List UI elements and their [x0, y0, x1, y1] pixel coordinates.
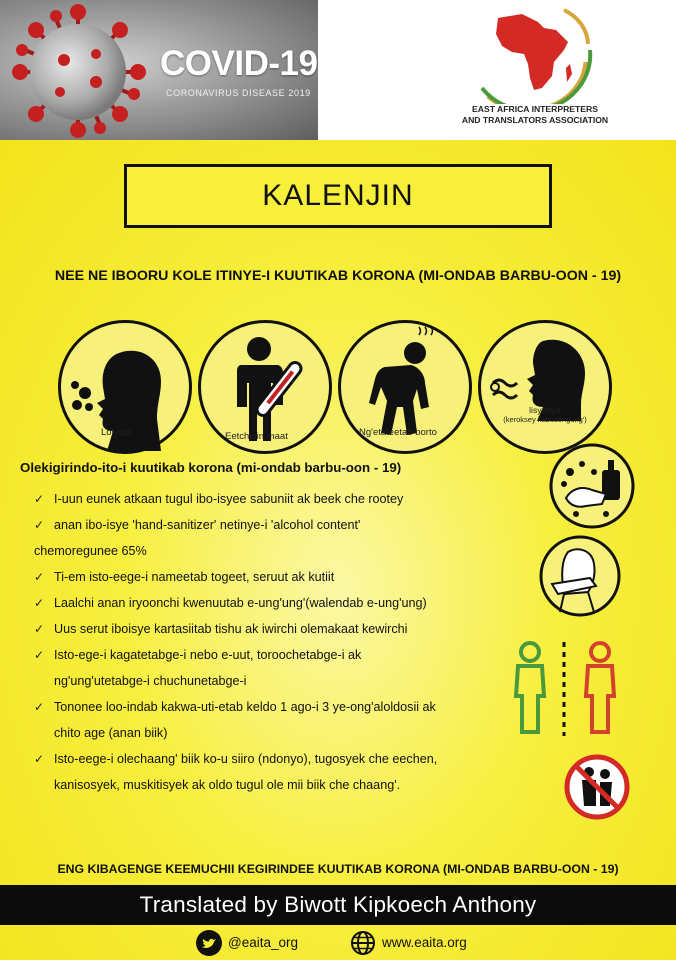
bottom-heading: ENG KIBAGENGE KEEMUCHII KEGIRINDEE KUUTIKAB KORONA (MI-ONDAB BARBU-OON - 19): [57, 862, 619, 876]
symptom-fever: [198, 320, 332, 454]
org-name-line1: EAST AFRICA INTERPRETERS: [472, 104, 598, 114]
language-title: KALENJIN: [262, 179, 414, 212]
symptom-breathing: [478, 320, 612, 454]
symptom-label-cough: Lolyoot: [101, 427, 132, 438]
symptom-label-breathing-line2: (keroksey kabusengung'): [503, 415, 587, 424]
breathing-difficulty-icon: [481, 323, 609, 451]
check-icon: ✓: [34, 492, 45, 506]
globe-icon: [350, 930, 376, 956]
handwashing-icon: [548, 442, 636, 530]
social-distancing-icon: [508, 640, 628, 740]
prevention-list: [34, 486, 524, 798]
coronavirus-icon: [4, 2, 154, 138]
header: [0, 0, 676, 140]
no-crowds-icon: [564, 754, 630, 820]
list-item: ✓ Tononee loo-indab kakwa-uti-etab keldo 1 ago-i 3 ye-ong'aloldosii ak chito age (anan biik): [34, 694, 524, 746]
banner-title: COVID-19: [160, 44, 318, 83]
translator-credit: Translated by Biwott Kipkoech Anthony: [139, 892, 537, 917]
covid-banner: [0, 0, 318, 140]
symptom-label-tiredness: Ng'etateetab borto: [359, 427, 437, 438]
check-icon: ✓: [34, 622, 45, 636]
banner-subtitle: CORONAVIRUS DISEASE 2019: [166, 88, 311, 98]
list-item: ✓ I-uun eunek atkaan tugul ibo-isyee sabuniit ak beek che rootey: [34, 486, 524, 512]
list-item: ✓ anan ibo-isye 'hand-sanitizer' netinye-i 'alcohol content' chemoregunee 65%: [34, 512, 524, 564]
symptom-label-breathing: [481, 405, 609, 424]
list-item: ✓ Isto-ege-i kagatetabge-i nebo e-uut, toroochetabge-i ak ng'ung'utetabge-i chuchunetabge-i: [34, 642, 524, 694]
credit-bar: [0, 885, 676, 925]
symptom-label-fever: Eetchinin maat: [225, 431, 288, 442]
symptom-cough: [58, 320, 192, 454]
list-item: ✓ Isto-eege-i olechaang' biik ko-u siiro (ndonyo), tugosyek che eechen, kanisosyek, muskitisyek ak oldo tugul ole mii biik che chaang'.: [34, 746, 524, 798]
language-box: [124, 164, 552, 228]
check-icon: ✓: [34, 570, 45, 584]
list-item: ✓ Laalchi anan iryoonchi kwenuutab e-ung'ung'(walendab e-ung'ung): [34, 590, 524, 616]
eaita-logo: [468, 4, 594, 104]
org-name-line2: AND TRANSLATORS ASSOCIATION: [461, 115, 609, 125]
twitter-icon: [196, 930, 222, 956]
website-text[interactable]: www.eaita.org: [382, 935, 467, 950]
check-icon: ✓: [34, 648, 45, 662]
org-name: [430, 104, 640, 126]
poster: [0, 140, 676, 960]
list-item: ✓ Ti-em isto-eege-i nameetab togeet, seruut ak kutiit: [34, 564, 524, 590]
symptom-label-breathing-line1: lisyenyiil: [529, 405, 561, 415]
check-icon: ✓: [34, 518, 45, 532]
twitter-handle-text[interactable]: @eaita_org: [228, 935, 298, 950]
check-icon: ✓: [34, 596, 45, 610]
symptoms-heading: NEE NE IBOORU KOLE ITINYE-I KUUTIKAB KORONA (MI-ONDAB BARBU-OON - 19): [54, 268, 622, 284]
symptom-tiredness: [338, 320, 472, 454]
check-icon: ✓: [34, 700, 45, 714]
prevention-heading: Olekigirindo-ito-i kuutikab korona (mi-ondab barbu-oon - 19): [20, 460, 402, 475]
list-item: ✓ Uus serut iboisye kartasiitab tishu ak iwirchi olemakaat kewirchi: [34, 616, 524, 642]
check-icon: ✓: [34, 752, 45, 766]
sneeze-into-elbow-icon: [538, 534, 622, 618]
